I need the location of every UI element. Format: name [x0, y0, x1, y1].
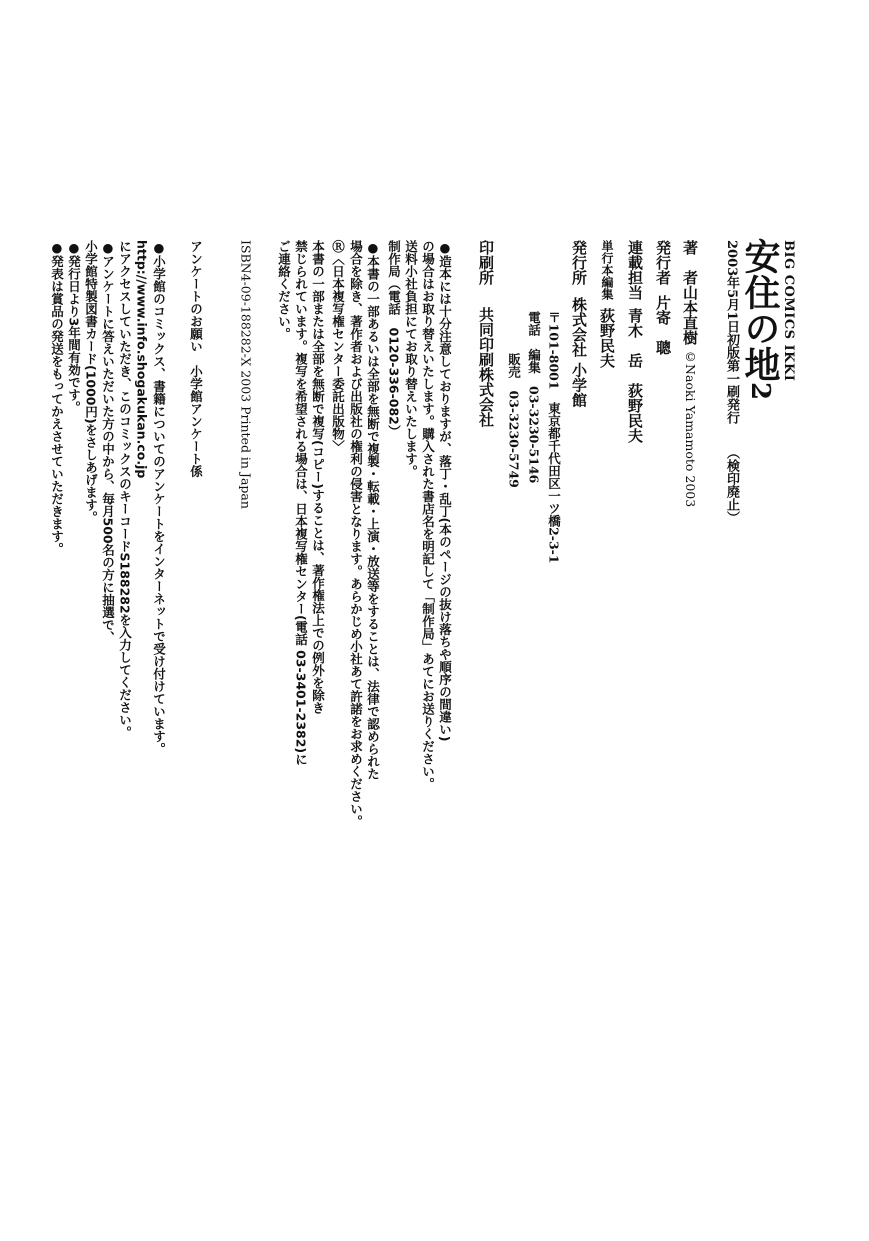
- credit-book-editor: [599, 240, 615, 368]
- note-line: 場合を除き、著作者および出版社の権利の侵害となります。あらかじめ小社あて許諾をお求めください。: [348, 240, 364, 828]
- credit-publisher-person: [655, 240, 671, 355]
- survey-line: 小学館特製図書カード(1000円)をさしあげます。: [83, 240, 99, 524]
- series-name: BIG COMICS IKKI: [781, 240, 796, 382]
- note-line: 制作局（電話 0120-336-082）: [386, 240, 402, 438]
- copyright-text: ©Naoki Yamamoto 2003: [683, 349, 698, 508]
- note-line: 本書の一部または全部を無断で複写(コピー)することは、著作権法上での例外を除き: [310, 240, 326, 714]
- survey-title: アンケートのお願い 小学館アンケート係: [188, 240, 204, 478]
- survey-line: にアクセスしていただき、このコミックスのキーコードS188282を入力してください。: [117, 240, 133, 739]
- credit-label: 連載担当: [626, 240, 644, 300]
- survey-line: ●小学館のコミックス、書籍についてのアンケートをインターネットで受け付けています。: [151, 240, 167, 755]
- note-line: ご連絡ください。: [276, 240, 292, 340]
- credit-value: 共同印刷株式会社: [477, 307, 495, 427]
- survey-url[interactable]: http://www.info.shogakukan.co.jp: [134, 240, 150, 479]
- credit-value: 山本直樹: [681, 285, 699, 345]
- survey-line: ●アンケートに答えいただいた方の中から、毎月500名の方に抽選で、: [100, 240, 116, 644]
- credit-value: 株式会社 小学館: [570, 297, 588, 408]
- note-line: の場合はお取り替えいたします。購入された書店名を明記して「制作局」あてにお送りください。: [420, 240, 436, 790]
- no-seal-text: （検印廃止）: [724, 446, 739, 525]
- credit-printer: [478, 240, 494, 427]
- publication-date: [725, 240, 738, 524]
- credit-label: 著 者: [681, 240, 699, 285]
- book-title: [739, 238, 781, 401]
- volume-number: 2: [745, 382, 775, 401]
- credit-value: 荻野民夫: [598, 308, 616, 368]
- credit-value: 青木 岳 荻野民夫: [626, 308, 644, 443]
- publisher-address: 〒101-8001 東京都千代田区一ツ橋2-3-1: [546, 311, 562, 564]
- credit-label: 発行者: [654, 240, 672, 285]
- isbn-text: ISBN4-09-188282-X 2003 Printed in Japan: [238, 240, 254, 509]
- title-text: 安住の地: [739, 238, 781, 382]
- note-line: ●本書の一部あるいは全部を無断で複製・転載・上演・放送等をすることは、法律で認められた: [365, 240, 381, 780]
- phone-edit: 電話 編集 03-3230-5146: [526, 311, 542, 484]
- credit-label: 発行所: [570, 240, 588, 285]
- credit-label: 印刷所: [477, 240, 495, 285]
- note-line: ●造本には十分注意しておりますが、落丁・乱丁(本のページの抜け落ちや順序の間違い): [437, 240, 453, 742]
- survey-line: ●発表は賞品の発送をもってかえさせていただきます。: [49, 240, 65, 555]
- survey-line: ●発行日より3年間有効です。: [66, 240, 82, 414]
- date-text: 2003年5月1日初版第一刷発行: [724, 240, 739, 425]
- credit-serial-editor: [627, 240, 643, 443]
- phone-sales: 販売 03-3230-5749: [506, 353, 522, 488]
- credit-publisher: [571, 240, 587, 407]
- credit-label: 単行本編集: [600, 240, 614, 300]
- credit-author: [682, 240, 698, 507]
- note-line: Ⓡ〈日本複写権センター委託出版物〉: [330, 240, 346, 453]
- credit-value: 片寄 聰: [654, 295, 672, 355]
- note-line: 送料小社負担にてお取り替えいたします。: [403, 240, 419, 478]
- note-line: 禁じられています。複写を希望される場合は、日本複写権センター(電話 03-3401-2382)に: [293, 240, 309, 766]
